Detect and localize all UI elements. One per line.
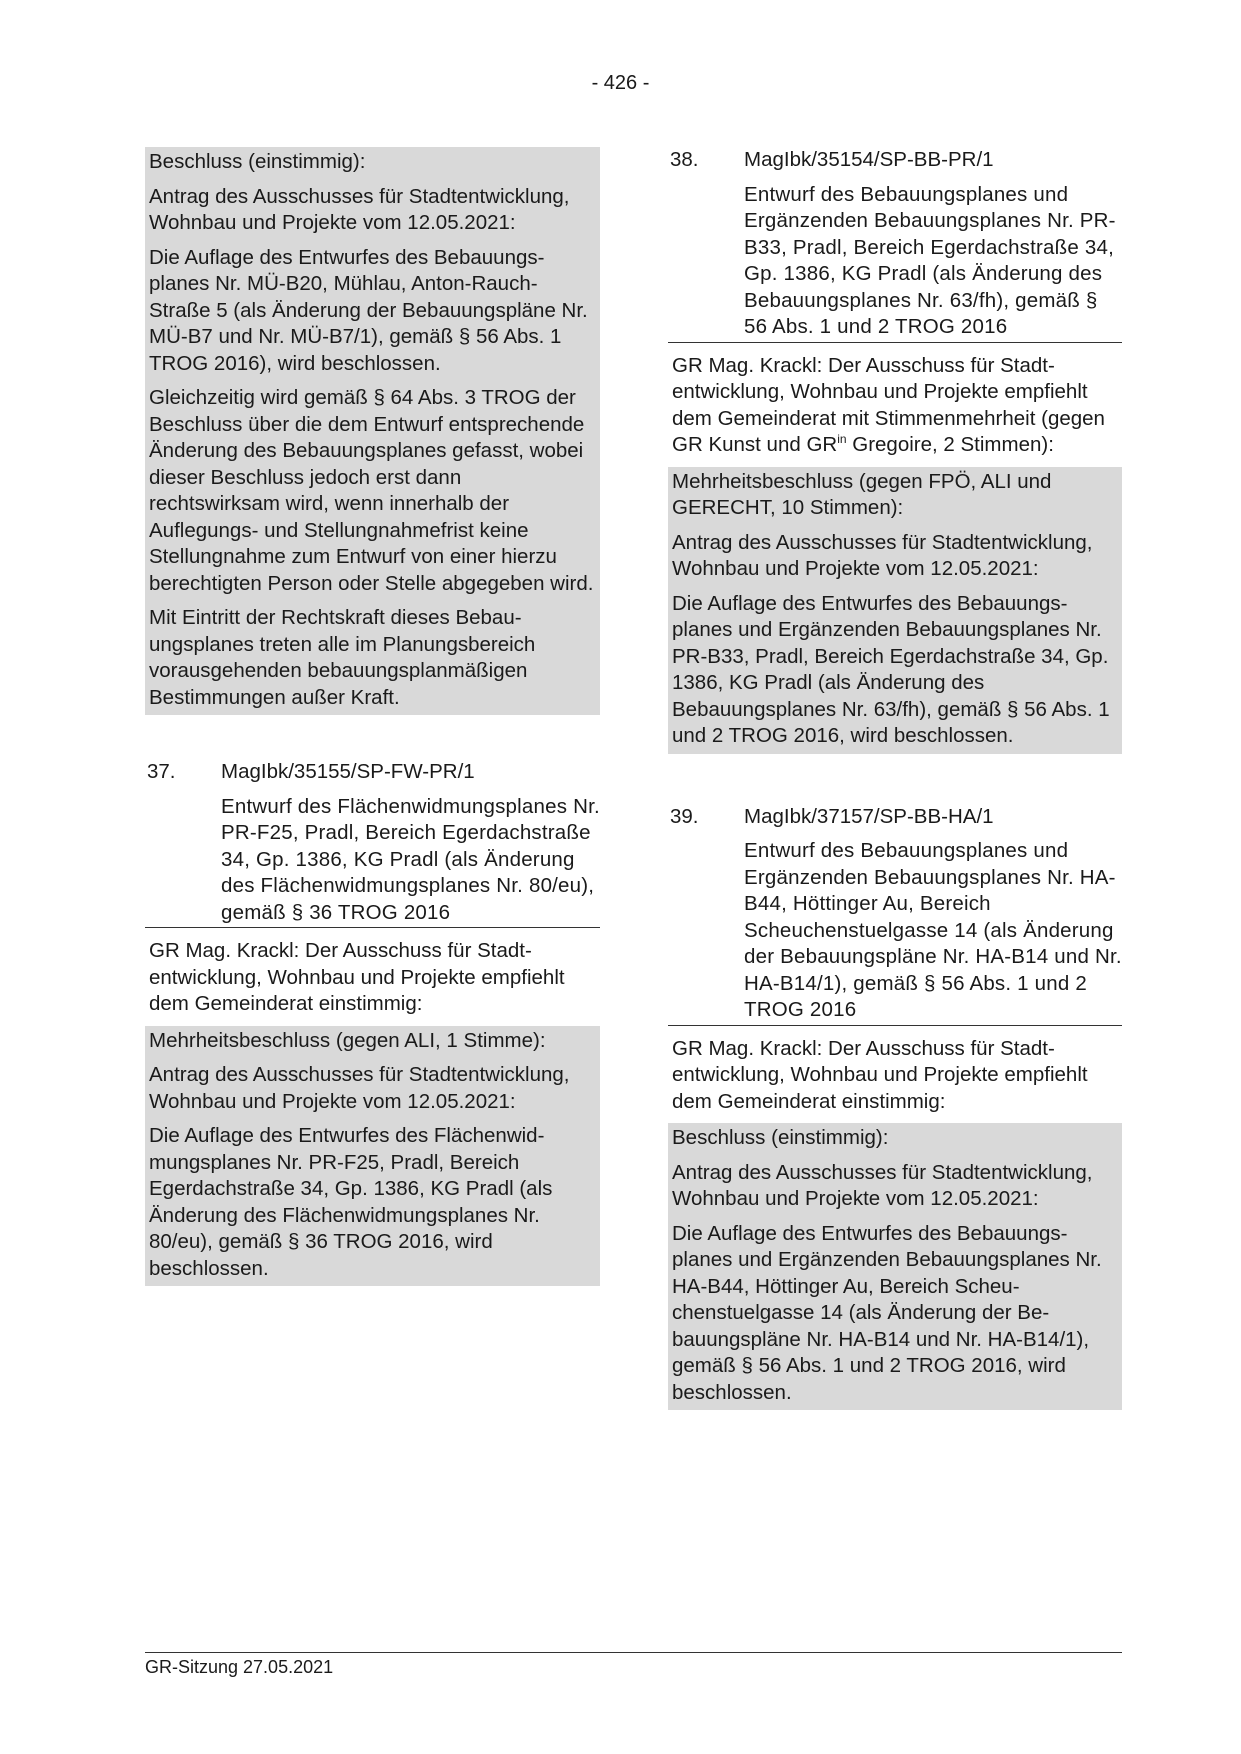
left-column	[145, 147, 600, 1286]
item-heading	[668, 147, 1122, 174]
agenda-item-39	[668, 804, 1122, 1411]
resolution-block	[145, 147, 600, 715]
agenda-item-37	[145, 759, 600, 1286]
item-reference: MagIbk/35155/SP-FW-PR/1	[221, 760, 475, 783]
agenda-item-38	[668, 147, 1122, 754]
committee-recommendation: GR Mag. Krackl: Der Ausschuss für Stadtentwicklung, Wohnbau und Projekte empfiehlt dem Gemeinderat einstimmig:	[672, 1036, 1088, 1113]
item-heading	[668, 804, 1122, 831]
motion-text: Antrag des Ausschusses für Stadtentwicklung, Wohnbau und Projekte vom 12.05.2021:	[672, 530, 1093, 580]
resolution-text: Die Auflage des Entwurfes des Bebauungsplanes und Ergänzenden Bebauungsplanes Nr. PR-B33, Pradl, Bereich Egerdachstraße 34, Gp. 1386, KG Pradl (als Änderung des Bebauungsplanes Nr. 63/fh), gemäß § 56 Abs. 1 und 2 TROG 2016, wird beschlossen.	[672, 591, 1110, 747]
item-title: Entwurf des Flächenwidmungsplanes Nr. PR-F25, Pradl, Bereich Egerdachstraße 34, Gp. 1386, KG Pradl (als Änderung des Flächenwidmungsplanes Nr. 80/eu), gemäß § 36 TROG 2016	[145, 794, 600, 929]
resolution-block	[145, 1026, 600, 1287]
motion-text: Antrag des Ausschusses für Stadtentwicklung, Wohnbau und Projekte vom 12.05.2021:	[672, 1160, 1093, 1210]
decision-label: Mehrheitsbeschluss (gegen FPÖ, ALI und GERECHT, 10 Stimmen):	[672, 469, 1052, 519]
page-number: - 426 -	[591, 72, 650, 94]
resolution-text: Die Auflage des Entwurfes des Bebauungsplanes und Ergänzenden Bebauungsplanes Nr. HA-B44, Höttinger Au, Bereich Scheuchenstuelgasse 14 (als Änderung der Bebauungspläne Nr. HA-B14 und Nr. HA-B14/1), gemäß § 56 Abs. 1 und 2 TROG 2016, wird beschlossen.	[672, 1221, 1102, 1404]
item-reference: MagIbk/35154/SP-BB-PR/1	[744, 148, 994, 171]
decision-label: Beschluss (einstimmig):	[149, 150, 366, 173]
recommendation-part: GR Mag. Krackl: Der Ausschuss für Stadtentwicklung, Wohnbau und Projekte empfiehlt dem Gemeinderat mit Stimmenmehrheit (gegen GR Kunst und GR	[672, 353, 1105, 456]
footer: GR-Sitzung 27.05.2021	[145, 1652, 1122, 1678]
committee-recommendation	[668, 353, 1122, 459]
item-title: Entwurf des Bebauungsplanes und Ergänzenden Bebauungsplanes Nr. HA-B44, Höttinger Au, Bereich Scheuchenstuelgasse 14 (als Änderung der Bebauungspläne Nr. HA-B14 und Nr. HA-B14/1), gemäß § 56 Abs. 1 und 2 TROG 2016	[668, 838, 1122, 1026]
item-heading	[145, 759, 600, 786]
motion-text: Antrag des Ausschusses für Stadtentwicklung, Wohnbau und Projekte vom 12.05.2021:	[149, 184, 570, 234]
item-number: 37.	[147, 760, 176, 783]
resolution-text: Die Auflage des Entwurfes des Bebauungsplanes Nr. MÜ-B20, Mühlau, Anton-Rauch-Straße 5 (als Änderung der Bebauungspläne Nr. MÜ-B7 und Nr. MÜ-B7/1), gemäß § 56 Abs. 1 TROG 2016), wird beschlossen.	[149, 245, 588, 375]
decision-label: Beschluss (einstimmig):	[672, 1126, 889, 1149]
decision-label: Mehrheitsbeschluss (gegen ALI, 1 Stimme):	[149, 1028, 546, 1052]
item-number: 38.	[670, 148, 699, 171]
resolution-text: Gleichzeitig wird gemäß § 64 Abs. 3 TROG der Beschluss über die dem Entwurf entsprechende Änderung des Bebauungsplanes gefasst, wobei dieser Beschluss jedoch erst dann rechtswirksam wird, wenn innerhalb der Auflegungs- und Stellungnahmefrist keine Stellungnahme zum Entwurf von einer hierzu berechtigten Person oder Stelle abgegeben wird.	[149, 386, 594, 595]
superscript: in	[837, 432, 847, 447]
item-reference: MagIbk/37157/SP-BB-HA/1	[744, 804, 994, 828]
motion-text: Antrag des Ausschusses für Stadtentwicklung, Wohnbau und Projekte vom 12.05.2021:	[149, 1063, 570, 1113]
resolution-block	[668, 467, 1122, 754]
item-number: 39.	[670, 804, 699, 828]
resolution-block	[668, 1123, 1122, 1410]
resolution-text: Mit Eintritt der Rechtskraft dieses Bebauungsplanes treten alle im Planungsbereich vorausgehenden bebauungsplanmäßigen Bestimmungen außer Kraft.	[149, 606, 536, 709]
right-column	[668, 147, 1122, 1410]
recommendation-part: Gregoire, 2 Stimmen):	[846, 433, 1054, 456]
resolution-text: Die Auflage des Entwurfes des Flächenwidmungsplanes Nr. PR-F25, Pradl, Bereich Egerdachstraße 34, Gp. 1386, KG Pradl (als Änderung des Flächenwidmungsplanes Nr. 80/eu), gemäß § 36 TROG 2016, wird beschlossen.	[149, 1124, 553, 1280]
item-title: Entwurf des Bebauungsplanes und Ergänzenden Bebauungsplanes Nr. PR-B33, Pradl, Bereich Egerdachstraße 34, Gp. 1386, KG Pradl (als Änderung des Bebauungsplanes Nr. 63/fh), gemäß § 56 Abs. 1 und 2 TROG 2016	[668, 182, 1122, 343]
committee-recommendation: GR Mag. Krackl: Der Ausschuss für Stadtentwicklung, Wohnbau und Projekte empfiehlt dem Gemeinderat einstimmig:	[149, 939, 565, 1015]
